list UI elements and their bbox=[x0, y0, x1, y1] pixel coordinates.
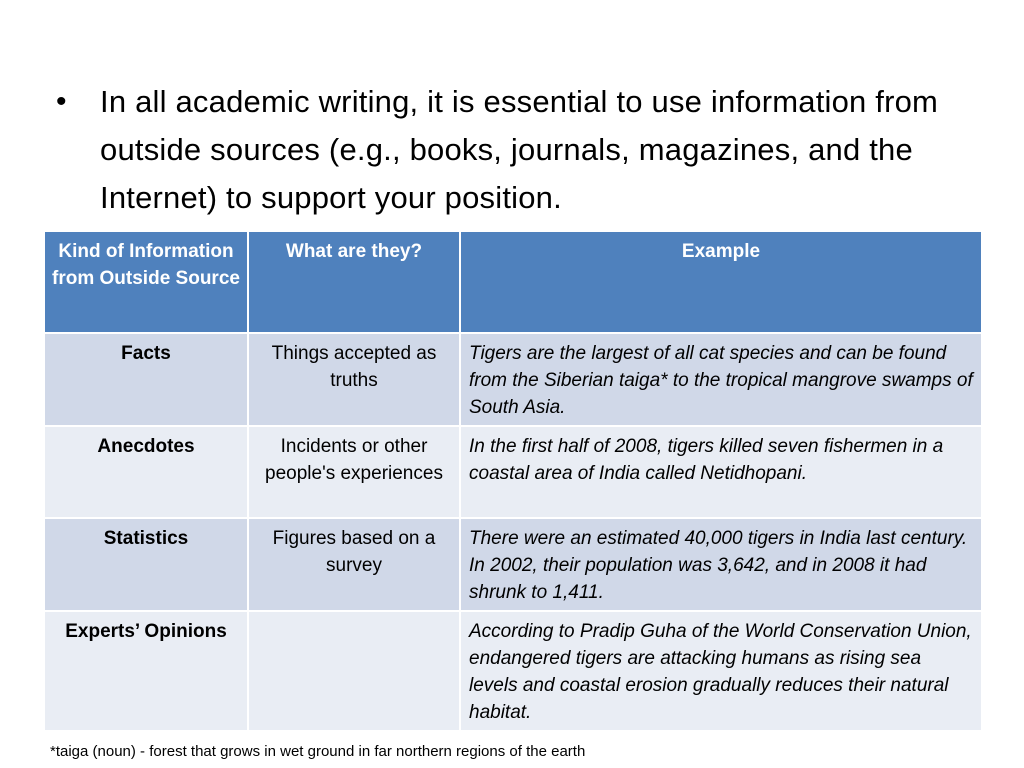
table-row bbox=[44, 426, 982, 518]
row-kind: Facts bbox=[44, 333, 248, 426]
bullet-dot-icon: • bbox=[56, 85, 67, 118]
header-what: What are they? bbox=[248, 231, 460, 333]
table-header-row bbox=[44, 231, 982, 333]
row-what: Incidents or other people's experiences bbox=[248, 426, 460, 518]
row-example: In the first half of 2008, tigers killed seven fishermen in a coastal area of India called Netidhopani. bbox=[460, 426, 982, 518]
bullet-point bbox=[56, 78, 976, 222]
information-sources-table bbox=[43, 230, 983, 732]
header-kind: Kind of Information from Outside Source bbox=[44, 231, 248, 333]
row-kind: Experts’ Opinions bbox=[44, 611, 248, 731]
footnote: *taiga (noun) - forest that grows in wet ground in far northern regions of the earth bbox=[50, 743, 586, 760]
table-row bbox=[44, 518, 982, 611]
table-row bbox=[44, 611, 982, 731]
row-kind: Anecdotes bbox=[44, 426, 248, 518]
table-row bbox=[44, 333, 982, 426]
row-kind: Statistics bbox=[44, 518, 248, 611]
bullet-text: In all academic writing, it is essential to use information from outside sources (e.g., books, journals, magazines, and the Internet) to support your position. bbox=[100, 84, 939, 215]
row-example: According to Pradip Guha of the World Conservation Union, endangered tigers are attacking humans as rising sea levels and coastal erosion gradually reduces their natural habitat. bbox=[460, 611, 982, 731]
header-example: Example bbox=[460, 231, 982, 333]
row-what: Things accepted as truths bbox=[248, 333, 460, 426]
row-what bbox=[248, 611, 460, 731]
row-example: Tigers are the largest of all cat species and can be found from the Siberian taiga* to the tropical mangrove swamps of South Asia. bbox=[460, 333, 982, 426]
row-example: There were an estimated 40,000 tigers in India last century. In 2002, their population was 3,642, and in 2008 it had shrunk to 1,411. bbox=[460, 518, 982, 611]
row-what: Figures based on a survey bbox=[248, 518, 460, 611]
